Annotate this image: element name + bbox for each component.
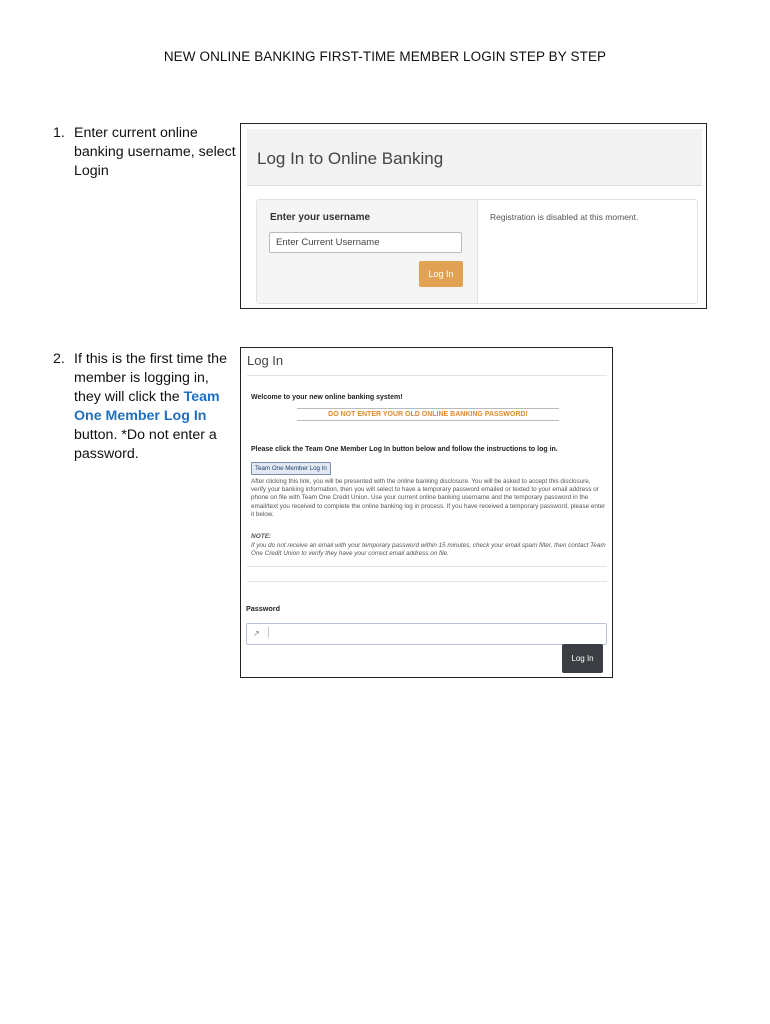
step-text: Enter current online banking username, select Login xyxy=(74,125,236,179)
screenshot-first-time-login xyxy=(240,347,613,678)
screenshot-login-username xyxy=(240,123,707,309)
team-one-member-log-in-button[interactable]: Team One Member Log In xyxy=(251,462,331,475)
welcome-text: Welcome to your new online banking system! xyxy=(251,394,403,401)
login-header-title: Log In to Online Banking xyxy=(257,149,444,168)
step-number: 2. xyxy=(53,351,65,367)
password-warning: DO NOT ENTER YOUR OLD ONLINE BANKING PASSWORD! xyxy=(297,408,559,421)
password-label: Password xyxy=(246,604,280,613)
divider xyxy=(247,375,607,376)
step-text xyxy=(74,350,236,464)
login-button[interactable]: Log In xyxy=(562,644,603,673)
step-text-before: If this is the first time the member is logging in, they will click the xyxy=(74,351,227,405)
divider xyxy=(247,581,607,582)
login-button[interactable]: Log In xyxy=(419,261,463,287)
login-title: Log In xyxy=(247,353,284,368)
step-number: 1. xyxy=(53,125,65,141)
username-input[interactable]: Enter Current Username xyxy=(269,232,462,253)
registration-message: Registration is disabled at this moment. xyxy=(490,212,639,222)
username-label: Enter your username xyxy=(270,212,371,223)
instruction-text: Please click the Team One Member Log In button below and follow the instructions to log in. xyxy=(251,446,558,453)
login-panel xyxy=(256,199,698,304)
note-text: If you do not receive an email with your temporary password within 15 minutes, check your email spam filter, then contact Team One Credit Union to verify they have your correct email address on file. xyxy=(251,542,606,558)
document-title: NEW ONLINE BANKING FIRST-TIME MEMBER LOGIN STEP BY STEP xyxy=(163,49,607,64)
step-text-after: button. *Do not enter a password. xyxy=(74,427,217,462)
key-icon: ↗ xyxy=(253,629,260,638)
password-input[interactable] xyxy=(246,623,607,645)
team-one-member-log-in-link: Team One Member Log In xyxy=(74,389,220,424)
divider xyxy=(247,566,607,567)
text-cursor: │ xyxy=(266,627,272,637)
login-form xyxy=(257,200,478,303)
note-heading: NOTE: xyxy=(251,533,272,540)
disclosure-paragraph: After clicking this link, you will be presented with the online banking disclosure. You will be asked to accept this disclosure, verify your banking information, then you will select to have a temporary password emailed or texted to your email address or phone on file with Team One Credit Union. Use your current online banking username and the temporary password in the email/text you received to complete the online banking log in process. If you have received a temporary password, please enter it below. xyxy=(251,478,606,518)
login-header xyxy=(247,129,702,186)
